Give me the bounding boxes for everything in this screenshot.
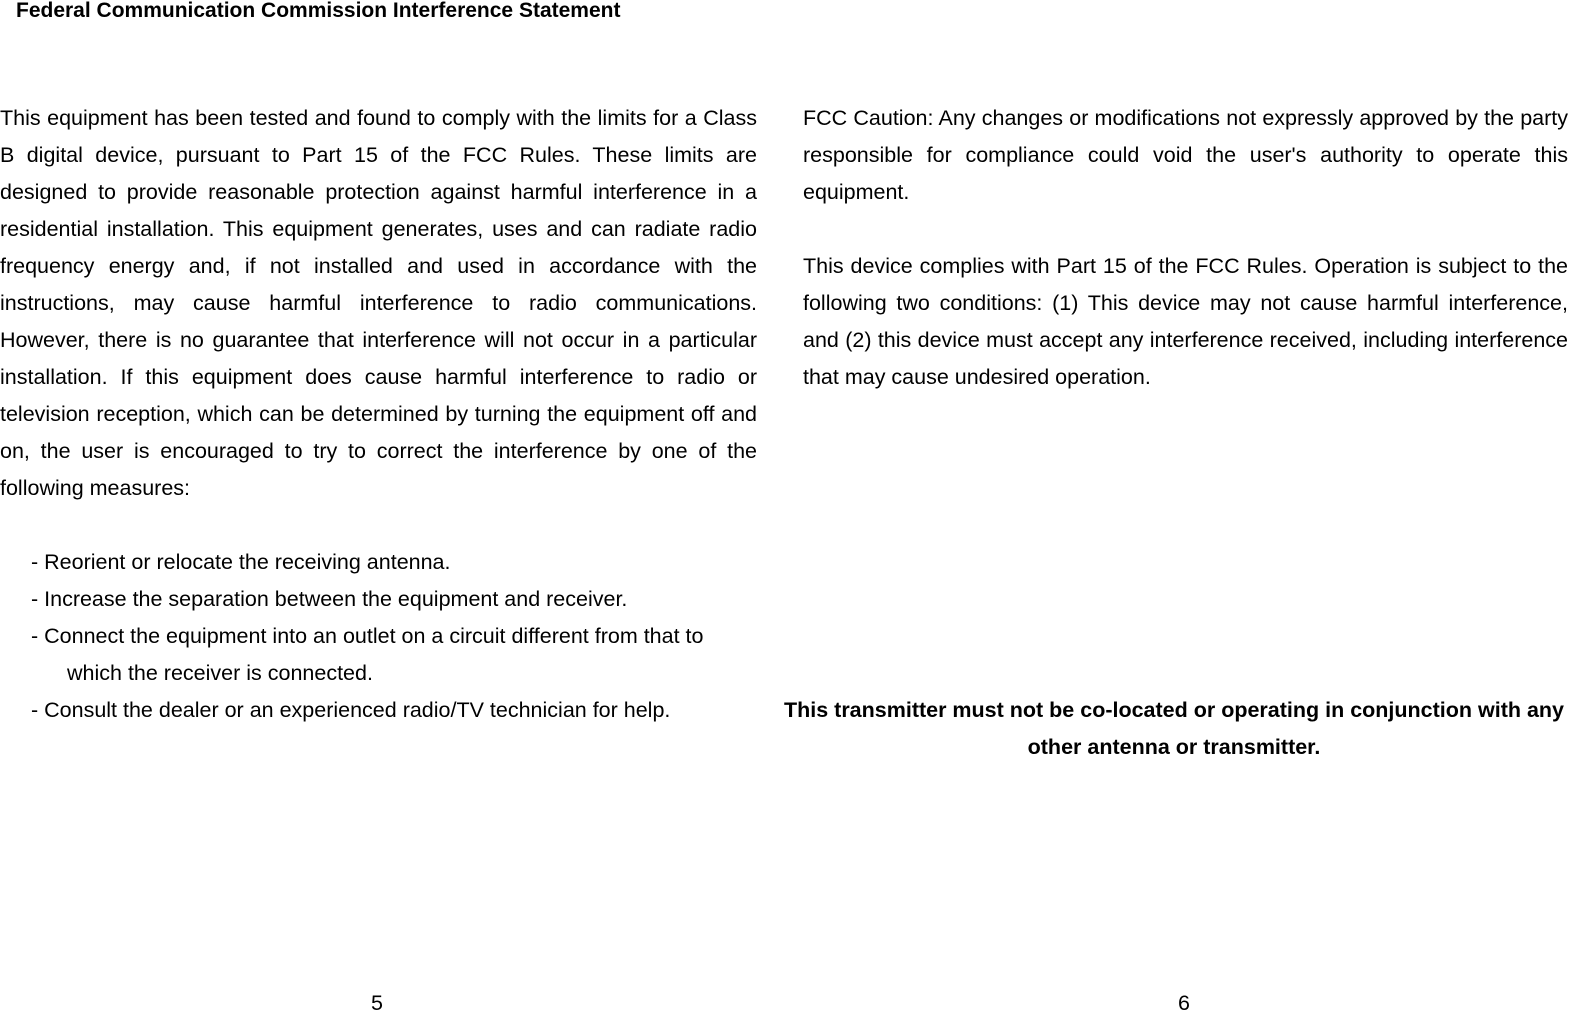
caution-paragraph: FCC Caution: Any changes or modifications not expressly approved by the party responsible for compliance could void the user's authority to operate this equipment. [803, 106, 1568, 204]
measure-item-outlet: - Connect the equipment into an outlet on a circuit different from that to which the receiver is connected. [31, 624, 704, 685]
intro-paragraph: This equipment has been tested and found to comply with the limits for a Class B digital device, pursuant to Part 15 of the FCC Rules. These limits are designed to provide reasonable protection against harmful interference in a residential installation. This equipment generates, uses and can radiate radio frequency energy and, if not installed and used in accordance with the instructions, may cause harmful interference to radio communications. However, there is no guarantee that interference will not occur in a particular installation. If this equipment does cause harmful interference to radio or television reception, which can be determined by turning the equipment off and on, the user is encouraged to try to correct the interference by one of the following measures: [0, 106, 757, 500]
page-heading: Federal Communication Commission Interference Statement [16, 0, 621, 22]
colocation-warning: This transmitter must not be co-located or operating in conjunction with any other antenna or transmitter. [783, 698, 1565, 759]
paragraph-spacer [0, 507, 757, 544]
measure-item-separation: - Increase the separation between the equipment and receiver. [31, 587, 628, 611]
measures-list [0, 544, 757, 729]
measure-item-consult: - Consult the dealer or an experienced radio/TV technician for help. [31, 698, 671, 722]
compliance-paragraph: This device complies with Part 15 of the FCC Rules. Operation is subject to the following two conditions: (1) This device may not cause harmful interference, and (2) this device must accept any interference received, including interference that may cause undesired operation. [803, 254, 1568, 389]
right-column [803, 100, 1568, 396]
page-number-left: 5 [371, 991, 383, 1015]
left-column [0, 100, 757, 729]
page-number-right: 6 [1178, 991, 1190, 1015]
measure-item-reorient: - Reorient or relocate the receiving antenna. [31, 550, 451, 574]
paragraph-spacer [803, 211, 1568, 248]
